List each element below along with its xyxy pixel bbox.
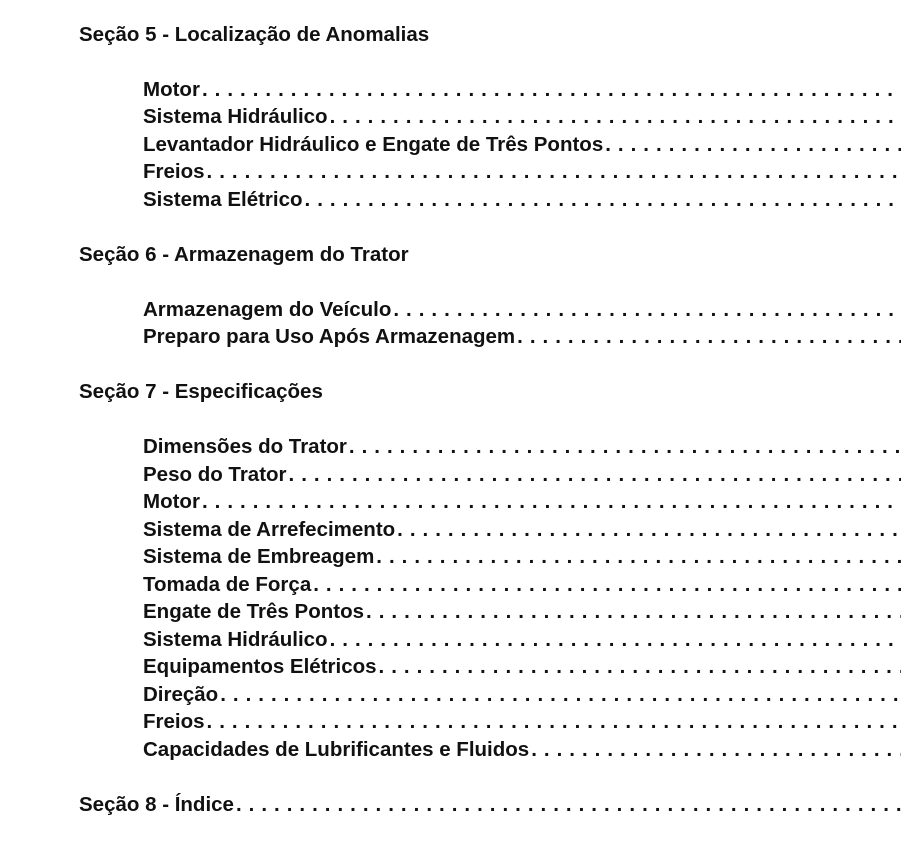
toc-entry-label: Tomada de Força <box>143 573 312 596</box>
toc-entry-label: Motor <box>143 490 200 513</box>
toc-entry[interactable] <box>143 78 901 102</box>
toc-entry-label: Sistema Elétrico <box>143 188 303 211</box>
dot-leader <box>313 573 901 597</box>
dot-leader <box>379 655 901 679</box>
toc-entry-label: Sistema de Embreagem <box>143 545 375 568</box>
dot-leader <box>330 628 901 652</box>
toc-entry-label: Sistema Hidráulico <box>143 105 328 128</box>
toc-entry-label: Preparo para Uso Após Armazenagem <box>143 325 516 348</box>
toc-entry[interactable] <box>143 490 901 514</box>
toc-entry[interactable] <box>143 298 901 322</box>
toc-entry[interactable] <box>143 105 901 129</box>
dot-leader <box>531 738 901 762</box>
toc-entry[interactable] <box>143 325 901 349</box>
toc-entry-label: Motor <box>143 78 200 101</box>
toc-entry-label: Sistema de Arrefecimento <box>143 518 396 541</box>
toc-entry-label: Sistema Hidráulico <box>143 628 328 651</box>
toc-entry[interactable] <box>143 188 901 212</box>
toc-entry[interactable] <box>143 655 901 679</box>
toc-entry-label: Equipamentos Elétricos <box>143 655 377 678</box>
toc-entry-label: Freios <box>143 160 205 183</box>
dot-leader <box>202 78 901 102</box>
toc-entry-label: Engate de Três Pontos <box>143 600 364 623</box>
toc-entry[interactable] <box>143 435 901 459</box>
dot-leader <box>202 490 901 514</box>
section-8-entry[interactable] <box>79 793 901 817</box>
toc-entry[interactable] <box>143 738 901 762</box>
dot-leader <box>376 545 901 569</box>
dot-leader <box>220 683 901 707</box>
toc-entry-label: Levantador Hidráulico e Engate de Três Pontos <box>143 133 604 156</box>
dot-leader <box>236 793 901 817</box>
dot-leader <box>397 518 901 542</box>
dot-leader <box>207 710 901 734</box>
toc-entry[interactable] <box>143 518 901 542</box>
toc-entry[interactable] <box>143 133 901 157</box>
toc-entry-label: Armazenagem do Veículo <box>143 298 392 321</box>
dot-leader <box>605 133 901 157</box>
section-7-title: Seção 7 - Especificações <box>79 380 323 403</box>
dot-leader <box>349 435 901 459</box>
toc-entry[interactable] <box>143 710 901 734</box>
dot-leader <box>393 298 901 322</box>
section-6-title: Seção 6 - Armazenagem do Trator <box>79 243 409 266</box>
toc-entry[interactable] <box>143 160 901 184</box>
toc-entry[interactable] <box>143 600 901 624</box>
toc-entry-label: Dimensões do Trator <box>143 435 347 458</box>
toc-entry[interactable] <box>143 683 901 707</box>
section-8-title: Seção 8 - Índice <box>79 793 234 816</box>
dot-leader <box>207 160 901 184</box>
toc-entry[interactable] <box>143 463 901 487</box>
toc-entry-label: Capacidades de Lubrificantes e Fluidos <box>143 738 530 761</box>
toc-entry-label: Peso do Trator <box>143 463 287 486</box>
dot-leader <box>305 188 901 212</box>
dot-leader <box>289 463 901 487</box>
dot-leader <box>366 600 901 624</box>
toc-entry-label: Freios <box>143 710 205 733</box>
toc-entry[interactable] <box>143 573 901 597</box>
toc-entry[interactable] <box>143 628 901 652</box>
toc-entry[interactable] <box>143 545 901 569</box>
dot-leader <box>330 105 901 129</box>
toc-entry-label: Direção <box>143 683 219 706</box>
dot-leader <box>517 325 901 349</box>
section-5-title: Seção 5 - Localização de Anomalias <box>79 23 430 46</box>
